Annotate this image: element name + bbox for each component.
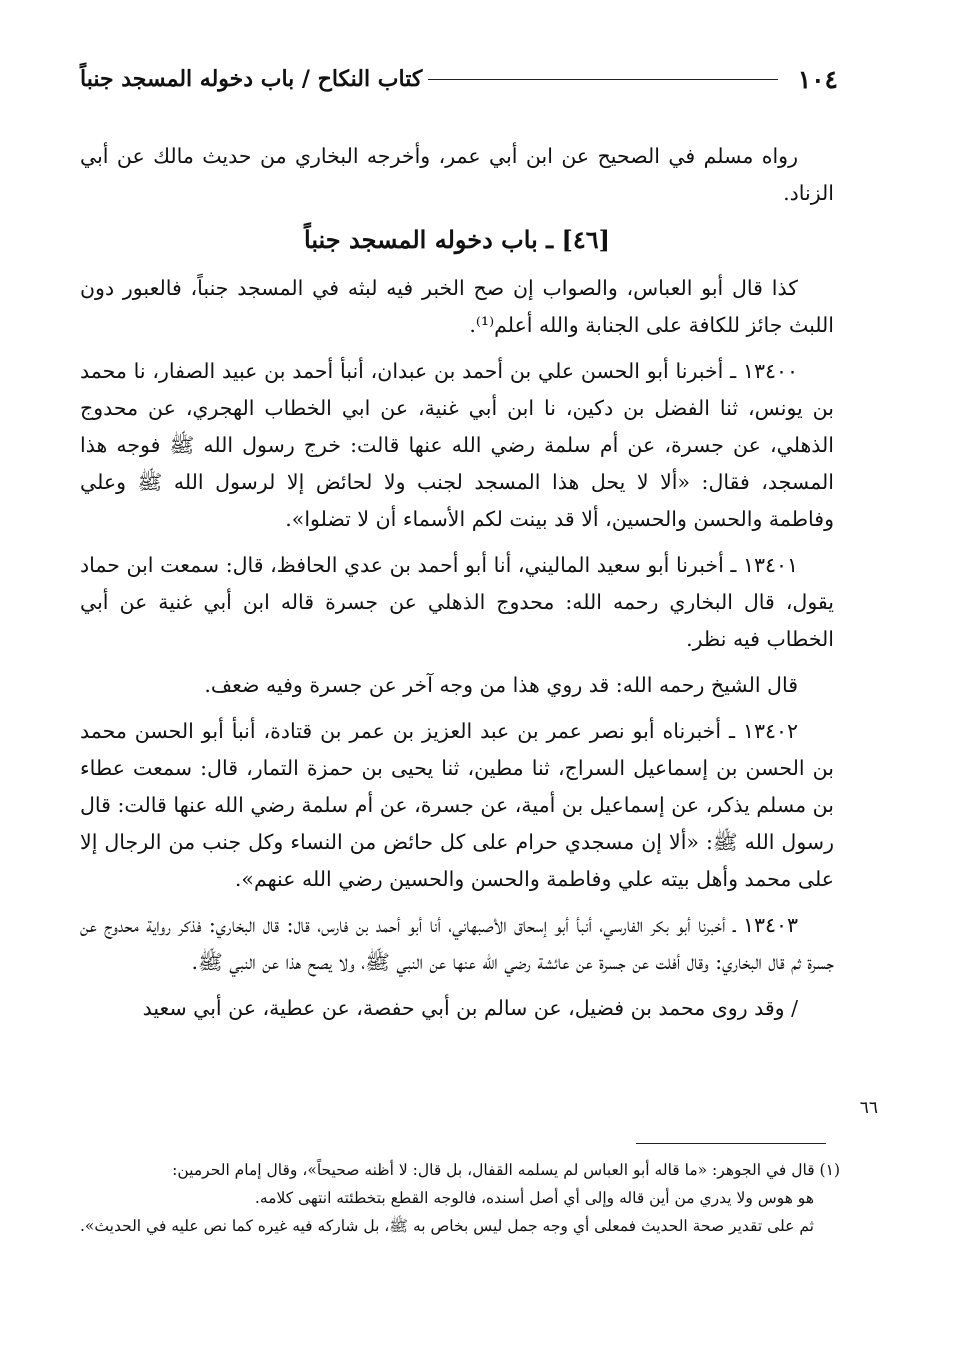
page-number: ١٠٤ [797, 64, 838, 94]
paragraph-commentary: كذا قال أبو العباس، والصواب إن صح الخبر فيه لبثه في المسجد جنباً، فالعبور دون اللبث جائز للكافة على الجنابة والله أعلم⁽¹⁾. [80, 276, 834, 337]
intro-paragraph: رواه مسلم في الصحيح عن ابن أبي عمر، وأخرجه البخاري من حديث مالك عن أبي الزناد. [80, 144, 834, 205]
footnote-divider [636, 1143, 826, 1144]
main-text [80, 138, 834, 1036]
running-header [80, 62, 838, 96]
header-rule [428, 79, 777, 80]
hadith-13403: ١٣٤٠٣ ـ أخبرنا أبو بكر الفارسي، أنبأ أبو إسحاق الأصبهاني، أنا أبو أحمد بن فارس، قال: قال البخاري: فذكر رواية محدوج عن جسرة ثم قال البخاري: وقال أفلت عن جسرة عن عائشة رضي الله عنها عن النبي ﷺ، ولا يصح هذا عن النبي ﷺ. [80, 913, 834, 974]
footnote-1-line-2: هو هوس ولا يدري من أين قاله وإلى أي أصل أسنده، فالوجه القطع بتخطئته انتهى كلامه. [254, 1189, 814, 1207]
running-title: كتاب النكاح / باب دخوله المسجد جنباً [80, 66, 423, 92]
continuation-line: / وقد روى محمد بن فضيل، عن سالم بن أبي حفصة، عن عطية، عن أبي سعيد [142, 996, 798, 1020]
section-heading: [٤٦] ـ باب دخوله المسجد جنباً [304, 225, 610, 254]
footnote-1-line-1: (١) قال في الجوهر: «ما قاله أبو العباس لم يسلمه القفال، بل قال: لا أظنه صحيحاً»، وقال إمام الحرمين: [172, 1161, 840, 1179]
footnote-1-line-3: ثم على تقدير صحة الحديث فمعلى أي وجه جمل ليس بخاص به ﷺ، بل شاركه فيه غيره كما نص عليه في الحديث». [80, 1217, 814, 1235]
shaykh-comment: قال الشيخ رحمه الله: قد روي هذا من وجه آخر عن جسرة وفيه ضعف. [204, 673, 798, 697]
manuscript-folio-note: ٦٦ [859, 1098, 878, 1118]
hadith-13401: ١٣٤٠١ ـ أخبرنا أبو سعيد الماليني، أنا أبو أحمد بن عدي الحافظ، قال: سمعت ابن حماد يقول، قال البخاري رحمه الله: محدوج الذهلي عن جسرة قاله ابن أبي غنية عن أبي الخطاب فيه نظر. [80, 553, 834, 651]
hadith-13402: ١٣٤٠٢ ـ أخبرناه أبو نصر عمر بن عبد العزيز بن عمر بن قتادة، أنبأ أبو الحسن محمد بن الحسن بن إسماعيل السراج، ثنا مطين، ثنا يحيى بن حمزة التمار، قال: سمعت عطاء بن مسلم يذكر، عن إسماعيل بن أمية، عن جسرة، عن أم سلمة رضي الله عنها قالت: قال رسول الله ﷺ: «ألا إن مسجدي حرام على كل حائض من النساء وكل جنب من الرجال إلا على محمد وأهل بيته علي وفاطمة والحسن والحسين رضي الله عنهم». [80, 719, 834, 891]
hadith-13400: ١٣٤٠٠ ـ أخبرنا أبو الحسن علي بن أحمد بن عبدان، أنبأ أحمد بن عبيد الصفار، نا محمد بن يونس، ثنا الفضل بن دكين، نا ابن أبي غنية، عن ابي الخطاب الهجري، عن محدوج الذهلي، عن جسرة، عن أم سلمة رضي الله عنها قالت: خرج رسول الله ﷺ فوجه هذا المسجد، فقال: «ألا لا يحل هذا المسجد لجنب ولا لحائض إلا لرسول الله ﷺ وعلي وفاطمة والحسن والحسين، ألا قد بينت لكم الأسماء أن لا تضلوا». [80, 359, 834, 531]
footnotes [80, 1156, 840, 1240]
